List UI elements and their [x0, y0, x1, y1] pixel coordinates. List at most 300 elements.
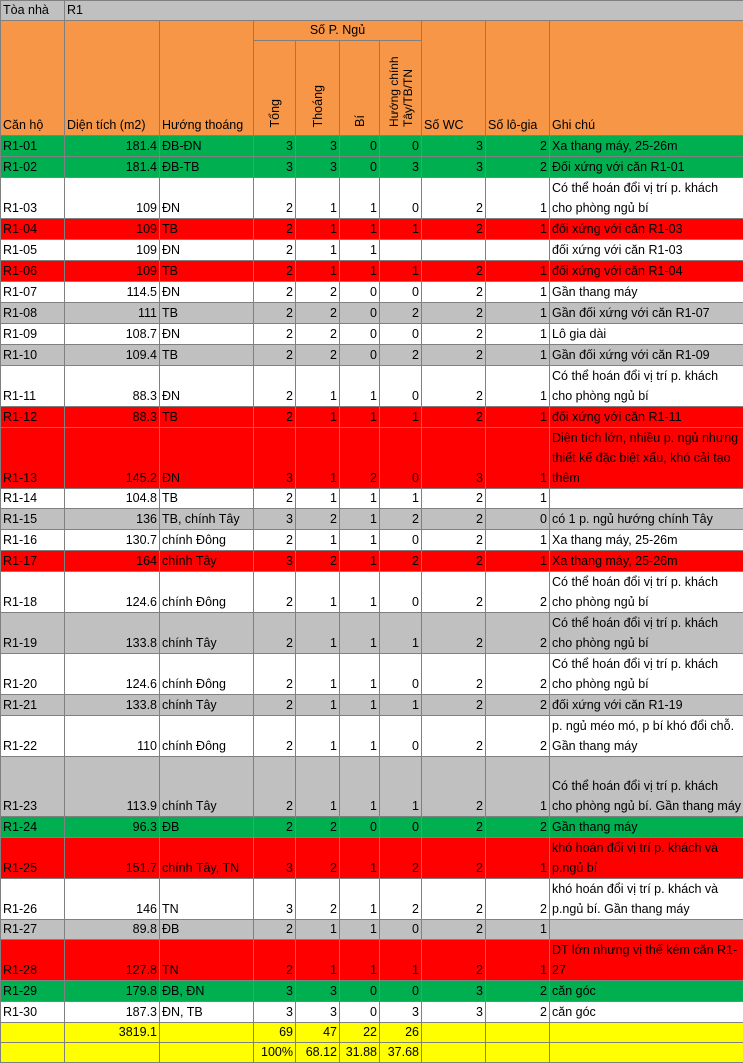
- cell-beds-west[interactable]: 1: [380, 695, 422, 716]
- cell-beds-closed[interactable]: 1: [340, 219, 380, 240]
- cell-beds-west[interactable]: 2: [380, 509, 422, 530]
- cell-apt-id[interactable]: R1-07: [1, 282, 65, 303]
- cell-beds-closed[interactable]: 1: [340, 838, 380, 879]
- percent-row-wc-count[interactable]: [422, 1043, 486, 1063]
- cell-beds-closed[interactable]: 0: [340, 345, 380, 366]
- cell-beds-total[interactable]: 3: [254, 879, 296, 920]
- cell-beds-west[interactable]: 0: [380, 366, 422, 407]
- percent-row-direction[interactable]: [160, 1043, 254, 1063]
- cell-beds-total[interactable]: 2: [254, 303, 296, 324]
- cell-note[interactable]: đối xứng với căn R1-03: [550, 240, 743, 261]
- cell-direction[interactable]: ĐN: [160, 428, 254, 489]
- cell-area[interactable]: 133.8: [65, 613, 160, 654]
- cell-beds-open[interactable]: 1: [296, 261, 340, 282]
- cell-beds-west[interactable]: 0: [380, 572, 422, 613]
- percent-row-logia-count[interactable]: [486, 1043, 550, 1063]
- cell-logia-count[interactable]: 1: [486, 282, 550, 303]
- cell-area[interactable]: 88.3: [65, 407, 160, 428]
- cell-wc-count[interactable]: 2: [422, 613, 486, 654]
- cell-beds-closed[interactable]: 1: [340, 757, 380, 817]
- cell-area[interactable]: 109: [65, 178, 160, 219]
- percent-row-note[interactable]: [550, 1043, 743, 1063]
- totals-row-beds-west[interactable]: 26: [380, 1023, 422, 1043]
- cell-wc-count[interactable]: 2: [422, 572, 486, 613]
- cell-note[interactable]: DT lớn nhưng vị thế kém căn R1-27: [550, 940, 743, 981]
- cell-apt-id[interactable]: R1-12: [1, 407, 65, 428]
- cell-wc-count[interactable]: 2: [422, 530, 486, 551]
- cell-area[interactable]: 88.3: [65, 366, 160, 407]
- cell-direction[interactable]: TN: [160, 940, 254, 981]
- cell-note[interactable]: Xa thang máy, 25-26m: [550, 530, 743, 551]
- header-so-logia[interactable]: Số lô-gia: [486, 21, 550, 136]
- cell-beds-open[interactable]: 2: [296, 879, 340, 920]
- cell-note[interactable]: căn góc: [550, 1002, 743, 1023]
- cell-logia-count[interactable]: 2: [486, 136, 550, 157]
- cell-beds-total[interactable]: 2: [254, 345, 296, 366]
- cell-beds-total[interactable]: 3: [254, 509, 296, 530]
- cell-apt-id[interactable]: R1-21: [1, 695, 65, 716]
- cell-beds-west[interactable]: 1: [380, 219, 422, 240]
- cell-direction[interactable]: chính Đông: [160, 572, 254, 613]
- cell-logia-count[interactable]: 1: [486, 178, 550, 219]
- building-label[interactable]: Tòa nhà: [1, 1, 65, 21]
- cell-beds-open[interactable]: 2: [296, 551, 340, 572]
- cell-logia-count[interactable]: 1: [486, 303, 550, 324]
- cell-beds-west[interactable]: 2: [380, 838, 422, 879]
- percent-row-beds-open[interactable]: 68.12: [296, 1043, 340, 1063]
- cell-apt-id[interactable]: R1-22: [1, 716, 65, 757]
- cell-direction[interactable]: TB: [160, 219, 254, 240]
- header-so-p-ngu[interactable]: Số P. Ngủ: [254, 21, 422, 41]
- cell-apt-id[interactable]: R1-24: [1, 817, 65, 838]
- cell-note[interactable]: Diện tích lớn, nhiều p. ngủ nhưng thiết kế đặc biệt xấu, khó cải tạo thêm: [550, 428, 743, 489]
- cell-beds-west[interactable]: 0: [380, 136, 422, 157]
- cell-beds-west[interactable]: 0: [380, 817, 422, 838]
- cell-apt-id[interactable]: R1-15: [1, 509, 65, 530]
- cell-beds-open[interactable]: 1: [296, 695, 340, 716]
- cell-beds-open[interactable]: 2: [296, 838, 340, 879]
- header-ghi-chu[interactable]: Ghi chú: [550, 21, 743, 136]
- cell-beds-closed[interactable]: 2: [340, 428, 380, 489]
- cell-logia-count[interactable]: [486, 240, 550, 261]
- cell-note[interactable]: Có thể hoán đổi vị trí p. khách cho phòng ngủ bí: [550, 613, 743, 654]
- cell-apt-id[interactable]: R1-17: [1, 551, 65, 572]
- cell-beds-total[interactable]: 2: [254, 654, 296, 695]
- cell-logia-count[interactable]: 1: [486, 838, 550, 879]
- cell-note[interactable]: Có thể hoán đổi vị trí p. khách cho phòng ngủ bí: [550, 178, 743, 219]
- cell-wc-count[interactable]: 3: [422, 1002, 486, 1023]
- cell-beds-total[interactable]: 2: [254, 366, 296, 407]
- cell-area[interactable]: 114.5: [65, 282, 160, 303]
- header-can-ho[interactable]: Căn hộ: [1, 21, 65, 136]
- cell-area[interactable]: 110: [65, 716, 160, 757]
- cell-apt-id[interactable]: R1-25: [1, 838, 65, 879]
- cell-direction[interactable]: chính Đông: [160, 716, 254, 757]
- cell-apt-id[interactable]: R1-03: [1, 178, 65, 219]
- cell-direction[interactable]: ĐB: [160, 920, 254, 940]
- cell-direction[interactable]: chính Đông: [160, 654, 254, 695]
- cell-note[interactable]: Đối xứng với căn R1-01: [550, 157, 743, 178]
- cell-beds-total[interactable]: 2: [254, 572, 296, 613]
- header-dien-tich[interactable]: Diện tích (m2): [65, 21, 160, 136]
- cell-wc-count[interactable]: 2: [422, 551, 486, 572]
- cell-direction[interactable]: chính Tây: [160, 757, 254, 817]
- cell-note[interactable]: Có thể hoán đổi vị trí p. khách cho phòng ngủ bí: [550, 572, 743, 613]
- cell-beds-open[interactable]: 1: [296, 716, 340, 757]
- cell-direction[interactable]: ĐB-ĐN: [160, 136, 254, 157]
- cell-beds-closed[interactable]: 0: [340, 157, 380, 178]
- cell-wc-count[interactable]: 2: [422, 695, 486, 716]
- cell-beds-open[interactable]: 3: [296, 136, 340, 157]
- totals-row-beds-closed[interactable]: 22: [340, 1023, 380, 1043]
- cell-area[interactable]: 127.8: [65, 940, 160, 981]
- cell-apt-id[interactable]: R1-26: [1, 879, 65, 920]
- cell-beds-open[interactable]: 1: [296, 613, 340, 654]
- cell-note[interactable]: p. ngủ méo mó, p bí khó đổi chỗ. Gần thang máy: [550, 716, 743, 757]
- cell-logia-count[interactable]: 1: [486, 345, 550, 366]
- cell-area[interactable]: 151.7: [65, 838, 160, 879]
- cell-logia-count[interactable]: 2: [486, 716, 550, 757]
- cell-area[interactable]: 181.4: [65, 157, 160, 178]
- cell-logia-count[interactable]: 1: [486, 428, 550, 489]
- cell-beds-open[interactable]: 1: [296, 757, 340, 817]
- cell-beds-closed[interactable]: 1: [340, 530, 380, 551]
- cell-wc-count[interactable]: 2: [422, 654, 486, 695]
- cell-area[interactable]: 89.8: [65, 920, 160, 940]
- cell-beds-west[interactable]: 0: [380, 324, 422, 345]
- cell-area[interactable]: 136: [65, 509, 160, 530]
- cell-logia-count[interactable]: 2: [486, 654, 550, 695]
- cell-beds-west[interactable]: 3: [380, 157, 422, 178]
- cell-beds-west[interactable]: 1: [380, 757, 422, 817]
- cell-note[interactable]: Gần đối xứng với căn R1-09: [550, 345, 743, 366]
- cell-apt-id[interactable]: R1-01: [1, 136, 65, 157]
- cell-note[interactable]: khó hoán đổi vị trí p. khách và p.ngủ bí: [550, 838, 743, 879]
- cell-logia-count[interactable]: 2: [486, 572, 550, 613]
- cell-note[interactable]: [550, 920, 743, 940]
- cell-logia-count[interactable]: 1: [486, 489, 550, 509]
- cell-beds-west[interactable]: 1: [380, 940, 422, 981]
- cell-direction[interactable]: ĐB-TB: [160, 157, 254, 178]
- cell-beds-open[interactable]: 1: [296, 219, 340, 240]
- cell-beds-open[interactable]: 1: [296, 489, 340, 509]
- cell-direction[interactable]: TB, chính Tây: [160, 509, 254, 530]
- cell-beds-open[interactable]: 1: [296, 240, 340, 261]
- cell-beds-closed[interactable]: 0: [340, 324, 380, 345]
- cell-beds-closed[interactable]: 0: [340, 981, 380, 1002]
- cell-beds-total[interactable]: 2: [254, 489, 296, 509]
- cell-note[interactable]: đối xứng với căn R1-04: [550, 261, 743, 282]
- cell-apt-id[interactable]: R1-11: [1, 366, 65, 407]
- header-so-wc[interactable]: Số WC: [422, 21, 486, 136]
- cell-beds-closed[interactable]: 1: [340, 240, 380, 261]
- cell-beds-total[interactable]: 3: [254, 428, 296, 489]
- cell-logia-count[interactable]: 1: [486, 407, 550, 428]
- cell-direction[interactable]: ĐN: [160, 366, 254, 407]
- percent-row-beds-total[interactable]: 100%: [254, 1043, 296, 1063]
- cell-beds-total[interactable]: 2: [254, 695, 296, 716]
- cell-note[interactable]: đối xứng với căn R1-03: [550, 219, 743, 240]
- cell-logia-count[interactable]: 1: [486, 757, 550, 817]
- cell-wc-count[interactable]: 2: [422, 407, 486, 428]
- cell-apt-id[interactable]: R1-09: [1, 324, 65, 345]
- cell-logia-count[interactable]: 1: [486, 551, 550, 572]
- cell-area[interactable]: 124.6: [65, 654, 160, 695]
- cell-beds-open[interactable]: 2: [296, 303, 340, 324]
- cell-beds-closed[interactable]: 0: [340, 817, 380, 838]
- cell-beds-closed[interactable]: 1: [340, 407, 380, 428]
- cell-direction[interactable]: TN: [160, 879, 254, 920]
- cell-beds-open[interactable]: 1: [296, 530, 340, 551]
- cell-direction[interactable]: TB: [160, 407, 254, 428]
- cell-wc-count[interactable]: 3: [422, 157, 486, 178]
- cell-apt-id[interactable]: R1-06: [1, 261, 65, 282]
- cell-beds-open[interactable]: 1: [296, 940, 340, 981]
- header-huong-chinh-cell[interactable]: [380, 41, 422, 136]
- cell-beds-closed[interactable]: 0: [340, 136, 380, 157]
- cell-wc-count[interactable]: 2: [422, 838, 486, 879]
- cell-beds-west[interactable]: 0: [380, 920, 422, 940]
- cell-beds-open[interactable]: 2: [296, 817, 340, 838]
- cell-beds-open[interactable]: 3: [296, 157, 340, 178]
- cell-beds-west[interactable]: 2: [380, 879, 422, 920]
- cell-note[interactable]: Gần thang máy: [550, 817, 743, 838]
- cell-apt-id[interactable]: R1-28: [1, 940, 65, 981]
- cell-area[interactable]: 179.8: [65, 981, 160, 1002]
- cell-note[interactable]: [550, 489, 743, 509]
- cell-direction[interactable]: chính Tây: [160, 613, 254, 654]
- cell-direction[interactable]: ĐN: [160, 178, 254, 219]
- cell-beds-total[interactable]: 3: [254, 981, 296, 1002]
- cell-logia-count[interactable]: 2: [486, 157, 550, 178]
- cell-area[interactable]: 109: [65, 219, 160, 240]
- cell-logia-count[interactable]: 2: [486, 981, 550, 1002]
- cell-wc-count[interactable]: 2: [422, 489, 486, 509]
- cell-logia-count[interactable]: 2: [486, 1002, 550, 1023]
- cell-wc-count[interactable]: 2: [422, 303, 486, 324]
- cell-beds-open[interactable]: 2: [296, 324, 340, 345]
- cell-area[interactable]: 113.9: [65, 757, 160, 817]
- cell-wc-count[interactable]: 2: [422, 716, 486, 757]
- cell-wc-count[interactable]: [422, 240, 486, 261]
- cell-area[interactable]: 104.8: [65, 489, 160, 509]
- cell-beds-closed[interactable]: 1: [340, 940, 380, 981]
- header-bi-cell[interactable]: [340, 41, 380, 136]
- cell-beds-total[interactable]: 2: [254, 817, 296, 838]
- cell-beds-closed[interactable]: 1: [340, 509, 380, 530]
- cell-area[interactable]: 124.6: [65, 572, 160, 613]
- cell-beds-west[interactable]: 0: [380, 178, 422, 219]
- cell-direction[interactable]: chính Đông: [160, 530, 254, 551]
- cell-logia-count[interactable]: 0: [486, 509, 550, 530]
- totals-row-area[interactable]: 3819.1: [65, 1023, 160, 1043]
- cell-note[interactable]: Xa thang máy, 25-26m: [550, 136, 743, 157]
- cell-wc-count[interactable]: 2: [422, 509, 486, 530]
- cell-apt-id[interactable]: R1-14: [1, 489, 65, 509]
- cell-beds-total[interactable]: 2: [254, 757, 296, 817]
- cell-wc-count[interactable]: 2: [422, 219, 486, 240]
- cell-area[interactable]: 145.2: [65, 428, 160, 489]
- cell-beds-open[interactable]: 1: [296, 407, 340, 428]
- cell-beds-closed[interactable]: 1: [340, 613, 380, 654]
- cell-beds-west[interactable]: 0: [380, 282, 422, 303]
- cell-apt-id[interactable]: R1-10: [1, 345, 65, 366]
- cell-note[interactable]: có 1 p. ngủ hướng chính Tây: [550, 509, 743, 530]
- cell-note[interactable]: đối xứng với căn R1-11: [550, 407, 743, 428]
- cell-direction[interactable]: chính Tây: [160, 695, 254, 716]
- header-thoang-cell[interactable]: [296, 41, 340, 136]
- cell-logia-count[interactable]: 2: [486, 613, 550, 654]
- cell-note[interactable]: căn góc: [550, 981, 743, 1002]
- cell-beds-west[interactable]: [380, 240, 422, 261]
- cell-logia-count[interactable]: 1: [486, 940, 550, 981]
- cell-direction[interactable]: chính Tây: [160, 551, 254, 572]
- cell-direction[interactable]: TB: [160, 303, 254, 324]
- totals-row-beds-open[interactable]: 47: [296, 1023, 340, 1043]
- header-tong-cell[interactable]: [254, 41, 296, 136]
- cell-beds-total[interactable]: 2: [254, 716, 296, 757]
- cell-beds-total[interactable]: 3: [254, 136, 296, 157]
- cell-note[interactable]: Có thể hoán đổi vị trí p. khách cho phòng ngủ bí: [550, 654, 743, 695]
- cell-direction[interactable]: ĐN: [160, 282, 254, 303]
- cell-beds-west[interactable]: 2: [380, 551, 422, 572]
- cell-direction[interactable]: ĐN, TB: [160, 1002, 254, 1023]
- cell-logia-count[interactable]: 1: [486, 530, 550, 551]
- cell-beds-west[interactable]: 1: [380, 613, 422, 654]
- cell-beds-total[interactable]: 2: [254, 530, 296, 551]
- cell-apt-id[interactable]: R1-04: [1, 219, 65, 240]
- cell-wc-count[interactable]: 2: [422, 920, 486, 940]
- cell-beds-closed[interactable]: 1: [340, 551, 380, 572]
- cell-beds-open[interactable]: 2: [296, 345, 340, 366]
- cell-logia-count[interactable]: 1: [486, 219, 550, 240]
- cell-logia-count[interactable]: 1: [486, 920, 550, 940]
- cell-beds-closed[interactable]: 1: [340, 920, 380, 940]
- cell-beds-closed[interactable]: 1: [340, 879, 380, 920]
- cell-beds-open[interactable]: 1: [296, 428, 340, 489]
- cell-logia-count[interactable]: 2: [486, 817, 550, 838]
- cell-beds-total[interactable]: 2: [254, 940, 296, 981]
- cell-wc-count[interactable]: 3: [422, 136, 486, 157]
- cell-beds-open[interactable]: 1: [296, 366, 340, 407]
- cell-beds-west[interactable]: 0: [380, 654, 422, 695]
- cell-beds-closed[interactable]: 1: [340, 654, 380, 695]
- cell-beds-west[interactable]: 2: [380, 345, 422, 366]
- building-value[interactable]: R1: [65, 1, 743, 21]
- cell-direction[interactable]: chính Tây, TN: [160, 838, 254, 879]
- cell-beds-closed[interactable]: 0: [340, 282, 380, 303]
- cell-beds-closed[interactable]: 1: [340, 695, 380, 716]
- cell-note[interactable]: Gần thang máy: [550, 282, 743, 303]
- cell-wc-count[interactable]: 2: [422, 345, 486, 366]
- cell-note[interactable]: Có thể hoán đổi vị trí p. khách cho phòng ngủ bí. Gần thang máy: [550, 757, 743, 817]
- cell-wc-count[interactable]: 2: [422, 178, 486, 219]
- cell-direction[interactable]: TB: [160, 345, 254, 366]
- cell-beds-west[interactable]: 1: [380, 407, 422, 428]
- cell-beds-total[interactable]: 2: [254, 178, 296, 219]
- cell-beds-west[interactable]: 0: [380, 716, 422, 757]
- cell-beds-total[interactable]: 2: [254, 324, 296, 345]
- cell-apt-id[interactable]: R1-20: [1, 654, 65, 695]
- cell-direction[interactable]: ĐN: [160, 240, 254, 261]
- cell-beds-west[interactable]: 0: [380, 428, 422, 489]
- cell-beds-open[interactable]: 3: [296, 981, 340, 1002]
- cell-wc-count[interactable]: 2: [422, 757, 486, 817]
- cell-direction[interactable]: TB: [160, 261, 254, 282]
- totals-row-beds-total[interactable]: 69: [254, 1023, 296, 1043]
- cell-beds-closed[interactable]: 1: [340, 261, 380, 282]
- cell-beds-west[interactable]: 1: [380, 489, 422, 509]
- cell-area[interactable]: 130.7: [65, 530, 160, 551]
- cell-beds-open[interactable]: 3: [296, 1002, 340, 1023]
- cell-apt-id[interactable]: R1-08: [1, 303, 65, 324]
- cell-wc-count[interactable]: 2: [422, 366, 486, 407]
- cell-beds-closed[interactable]: 1: [340, 178, 380, 219]
- cell-area[interactable]: 109: [65, 240, 160, 261]
- cell-wc-count[interactable]: 2: [422, 817, 486, 838]
- cell-beds-open[interactable]: 1: [296, 654, 340, 695]
- cell-note[interactable]: Lô gia dài: [550, 324, 743, 345]
- cell-beds-total[interactable]: 2: [254, 240, 296, 261]
- cell-apt-id[interactable]: R1-16: [1, 530, 65, 551]
- cell-beds-closed[interactable]: 0: [340, 303, 380, 324]
- cell-beds-total[interactable]: 2: [254, 613, 296, 654]
- cell-wc-count[interactable]: 3: [422, 981, 486, 1002]
- cell-apt-id[interactable]: R1-29: [1, 981, 65, 1002]
- cell-apt-id[interactable]: R1-23: [1, 757, 65, 817]
- cell-beds-total[interactable]: 3: [254, 157, 296, 178]
- percent-row-beds-closed[interactable]: 31.88: [340, 1043, 380, 1063]
- cell-wc-count[interactable]: 2: [422, 324, 486, 345]
- cell-beds-closed[interactable]: 1: [340, 489, 380, 509]
- cell-logia-count[interactable]: 1: [486, 324, 550, 345]
- cell-area[interactable]: 108.7: [65, 324, 160, 345]
- cell-beds-total[interactable]: 3: [254, 1002, 296, 1023]
- header-huong[interactable]: Hướng thoáng: [160, 21, 254, 136]
- cell-beds-total[interactable]: 2: [254, 920, 296, 940]
- cell-wc-count[interactable]: 3: [422, 428, 486, 489]
- cell-note[interactable]: Xa thang máy, 25-26m: [550, 551, 743, 572]
- cell-beds-west[interactable]: 0: [380, 981, 422, 1002]
- cell-note[interactable]: Có thể hoán đổi vị trí p. khách cho phòng ngủ bí: [550, 366, 743, 407]
- cell-beds-total[interactable]: 2: [254, 282, 296, 303]
- cell-logia-count[interactable]: 1: [486, 261, 550, 282]
- cell-area[interactable]: 111: [65, 303, 160, 324]
- cell-logia-count[interactable]: 2: [486, 879, 550, 920]
- cell-area[interactable]: 96.3: [65, 817, 160, 838]
- cell-direction[interactable]: TB: [160, 489, 254, 509]
- cell-beds-open[interactable]: 1: [296, 178, 340, 219]
- cell-apt-id[interactable]: R1-18: [1, 572, 65, 613]
- cell-beds-closed[interactable]: 1: [340, 366, 380, 407]
- cell-area[interactable]: 187.3: [65, 1002, 160, 1023]
- cell-area[interactable]: 109.4: [65, 345, 160, 366]
- cell-area[interactable]: 181.4: [65, 136, 160, 157]
- cell-logia-count[interactable]: 2: [486, 695, 550, 716]
- cell-note[interactable]: Gần đối xứng với căn R1-07: [550, 303, 743, 324]
- cell-area[interactable]: 133.8: [65, 695, 160, 716]
- cell-beds-total[interactable]: 3: [254, 838, 296, 879]
- cell-beds-closed[interactable]: 0: [340, 1002, 380, 1023]
- cell-beds-west[interactable]: 1: [380, 261, 422, 282]
- percent-row-beds-west[interactable]: 37.68: [380, 1043, 422, 1063]
- cell-beds-open[interactable]: 2: [296, 509, 340, 530]
- cell-area[interactable]: 164: [65, 551, 160, 572]
- cell-beds-west[interactable]: 0: [380, 530, 422, 551]
- cell-note[interactable]: đối xứng với căn R1-19: [550, 695, 743, 716]
- cell-beds-open[interactable]: 1: [296, 920, 340, 940]
- cell-beds-total[interactable]: 2: [254, 407, 296, 428]
